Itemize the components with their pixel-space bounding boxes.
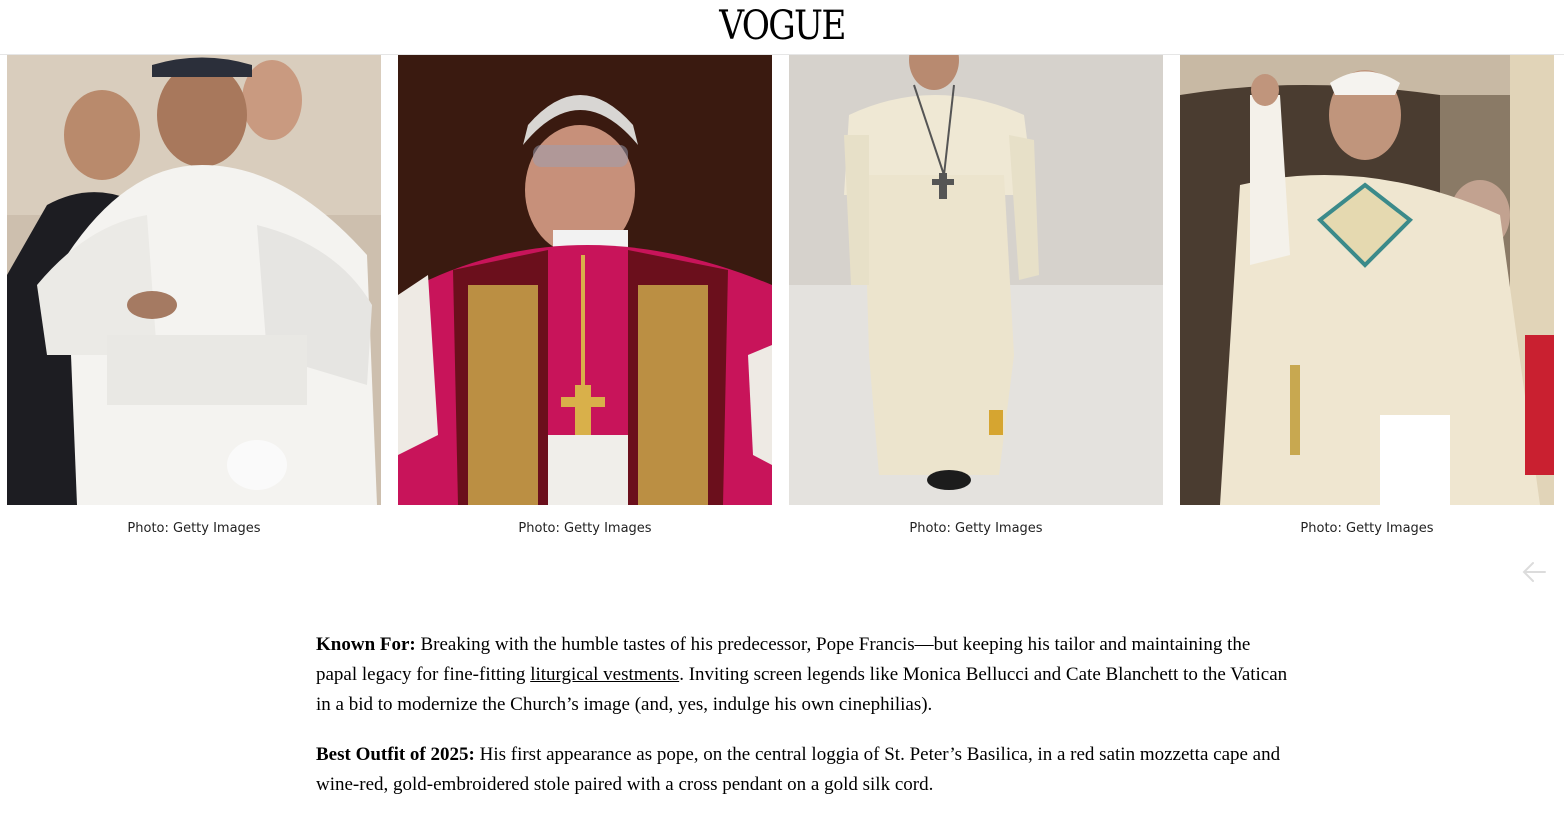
gallery-photo-4[interactable] [1180,55,1554,505]
photo-1-image [7,55,381,505]
photo-3-caption: Photo: Getty Images [909,521,1043,536]
photo-4-caption: Photo: Getty Images [1300,521,1434,536]
known-for-text-2: . Inviting screen legends like Monica Bellucci and Cate Blanchett to the Vatican in a bid to modernize the Church’s image (and, yes, indulge his own cinephilias). [316,664,1288,715]
gallery-photo-1[interactable] [7,55,381,505]
known-for-text-1: Breaking with the humble tastes of his predecessor, Pope Francis—but keeping his tailor and maintaining the papal legacy for fine-fitting [316,634,1251,685]
best-outfit-label: Best Outfit of 2025: [316,744,475,765]
photo-1-caption: Photo: Getty Images [127,521,261,536]
article-body [316,630,1291,820]
known-for-label: Known For: [316,634,416,655]
best-outfit-paragraph [316,740,1291,800]
photo-2-caption: Photo: Getty Images [518,521,652,536]
known-for-paragraph [316,630,1291,720]
arrow-left-icon [1521,560,1547,584]
photo-gallery [0,55,1564,505]
photo-2-image [398,55,772,505]
site-header [0,0,1564,55]
best-outfit-text: His first appearance as pope, on the central loggia of St. Peter’s Basilica, in a red satin mozzetta cape and wine-red, gold-embroidered stole paired with a cross pendant on a gold silk cord. [316,744,1281,795]
photo-4-image [1180,55,1554,505]
gallery-photo-3[interactable] [789,55,1163,505]
gallery-prev-button[interactable] [1521,560,1547,584]
vogue-logo[interactable]: VOGUE [719,3,845,49]
gallery-photo-2[interactable] [398,55,772,505]
liturgical-vestments-link[interactable]: liturgical vestments [530,664,680,685]
photo-3-image [789,55,1163,505]
